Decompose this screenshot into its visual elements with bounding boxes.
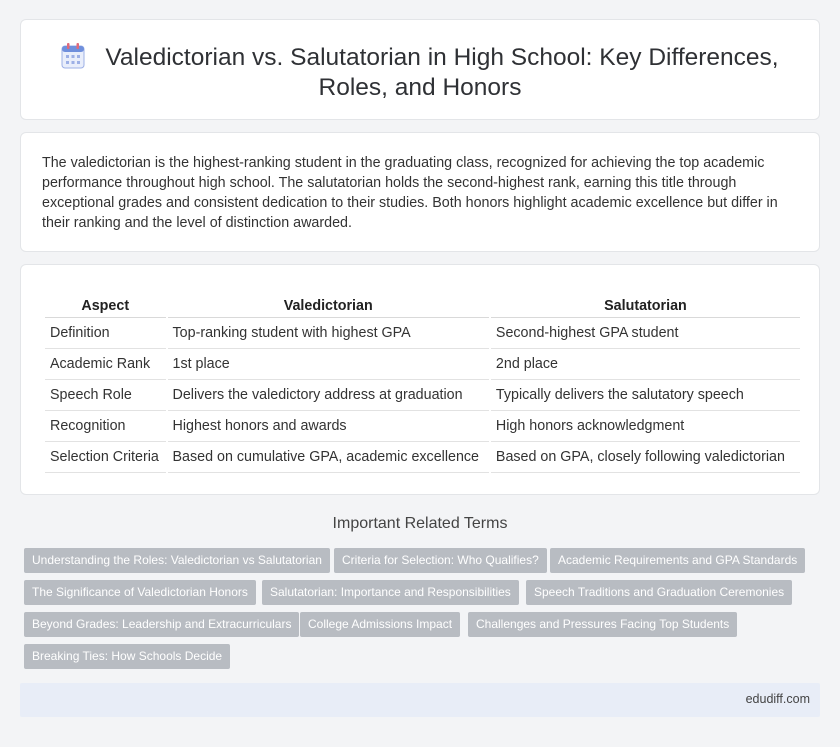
related-tag-link[interactable]: Salutatorian: Importance and Responsibilities bbox=[262, 580, 519, 605]
related-tag-link[interactable]: Understanding the Roles: Valedictorian vs Salutatorian bbox=[24, 548, 330, 573]
table-row bbox=[45, 380, 800, 411]
cell-valedictorian: 1st place bbox=[168, 349, 489, 380]
cell-aspect: Recognition bbox=[45, 411, 166, 442]
footer-site-link[interactable]: edudiff.com bbox=[745, 692, 810, 706]
cell-aspect: Academic Rank bbox=[45, 349, 166, 380]
related-tag-link[interactable]: Criteria for Selection: Who Qualifies? bbox=[334, 548, 547, 573]
related-tag-link[interactable]: College Admissions Impact bbox=[300, 612, 460, 637]
footer bbox=[20, 683, 820, 717]
header-valedictorian: Valedictorian bbox=[168, 296, 489, 318]
header-aspect: Aspect bbox=[45, 296, 166, 318]
comparison-card bbox=[20, 264, 820, 495]
cell-valedictorian: Highest honors and awards bbox=[168, 411, 489, 442]
table-row bbox=[45, 349, 800, 380]
title-line-2: Roles, and Honors bbox=[318, 74, 522, 101]
table-header-row bbox=[45, 296, 800, 318]
table-row bbox=[45, 411, 800, 442]
related-tag-link[interactable]: Academic Requirements and GPA Standards bbox=[550, 548, 805, 573]
header-card bbox=[20, 19, 820, 120]
page-title bbox=[21, 43, 819, 103]
comparison-table bbox=[43, 296, 802, 473]
related-tag-link[interactable]: Breaking Ties: How Schools Decide bbox=[24, 644, 230, 669]
related-tag-link[interactable]: Beyond Grades: Leadership and Extracurriculars bbox=[24, 612, 299, 637]
title-line-1: Valedictorian vs. Salutatorian in High School: Key Differences, bbox=[105, 44, 779, 71]
cell-valedictorian: Based on cumulative GPA, academic excellence bbox=[168, 442, 489, 473]
related-tag-link[interactable]: Speech Traditions and Graduation Ceremonies bbox=[526, 580, 792, 605]
related-tag-link[interactable]: The Significance of Valedictorian Honors bbox=[24, 580, 256, 605]
cell-valedictorian: Delivers the valedictory address at graduation bbox=[168, 380, 489, 411]
intro-paragraph: The valedictorian is the highest-ranking student in the graduating class, recognized for achieving the top academic performance throughout high school. The salutatorian holds the second-highest rank, earning this title through exceptional grades and consistent dedication to their studies. Both honors highlight academic excellence but differ in their ranking and the level of distinction awarded. bbox=[42, 155, 778, 231]
cell-salutatorian: 2nd place bbox=[491, 349, 800, 380]
related-tag-link[interactable]: Challenges and Pressures Facing Top Students bbox=[468, 612, 737, 637]
calendar-icon bbox=[61, 43, 85, 69]
cell-aspect: Speech Role bbox=[45, 380, 166, 411]
table-row bbox=[45, 442, 800, 473]
cell-salutatorian: Typically delivers the salutatory speech bbox=[491, 380, 800, 411]
cell-salutatorian: Second-highest GPA student bbox=[491, 318, 800, 349]
cell-valedictorian: Top-ranking student with highest GPA bbox=[168, 318, 489, 349]
header-salutatorian: Salutatorian bbox=[491, 296, 800, 318]
related-terms-title: Important Related Terms bbox=[332, 515, 508, 532]
intro-card bbox=[20, 132, 820, 252]
cell-aspect: Definition bbox=[45, 318, 166, 349]
cell-salutatorian: High honors acknowledgment bbox=[491, 411, 800, 442]
cell-salutatorian: Based on GPA, closely following valedictorian bbox=[491, 442, 800, 473]
table-row bbox=[45, 318, 800, 349]
cell-aspect: Selection Criteria bbox=[45, 442, 166, 473]
